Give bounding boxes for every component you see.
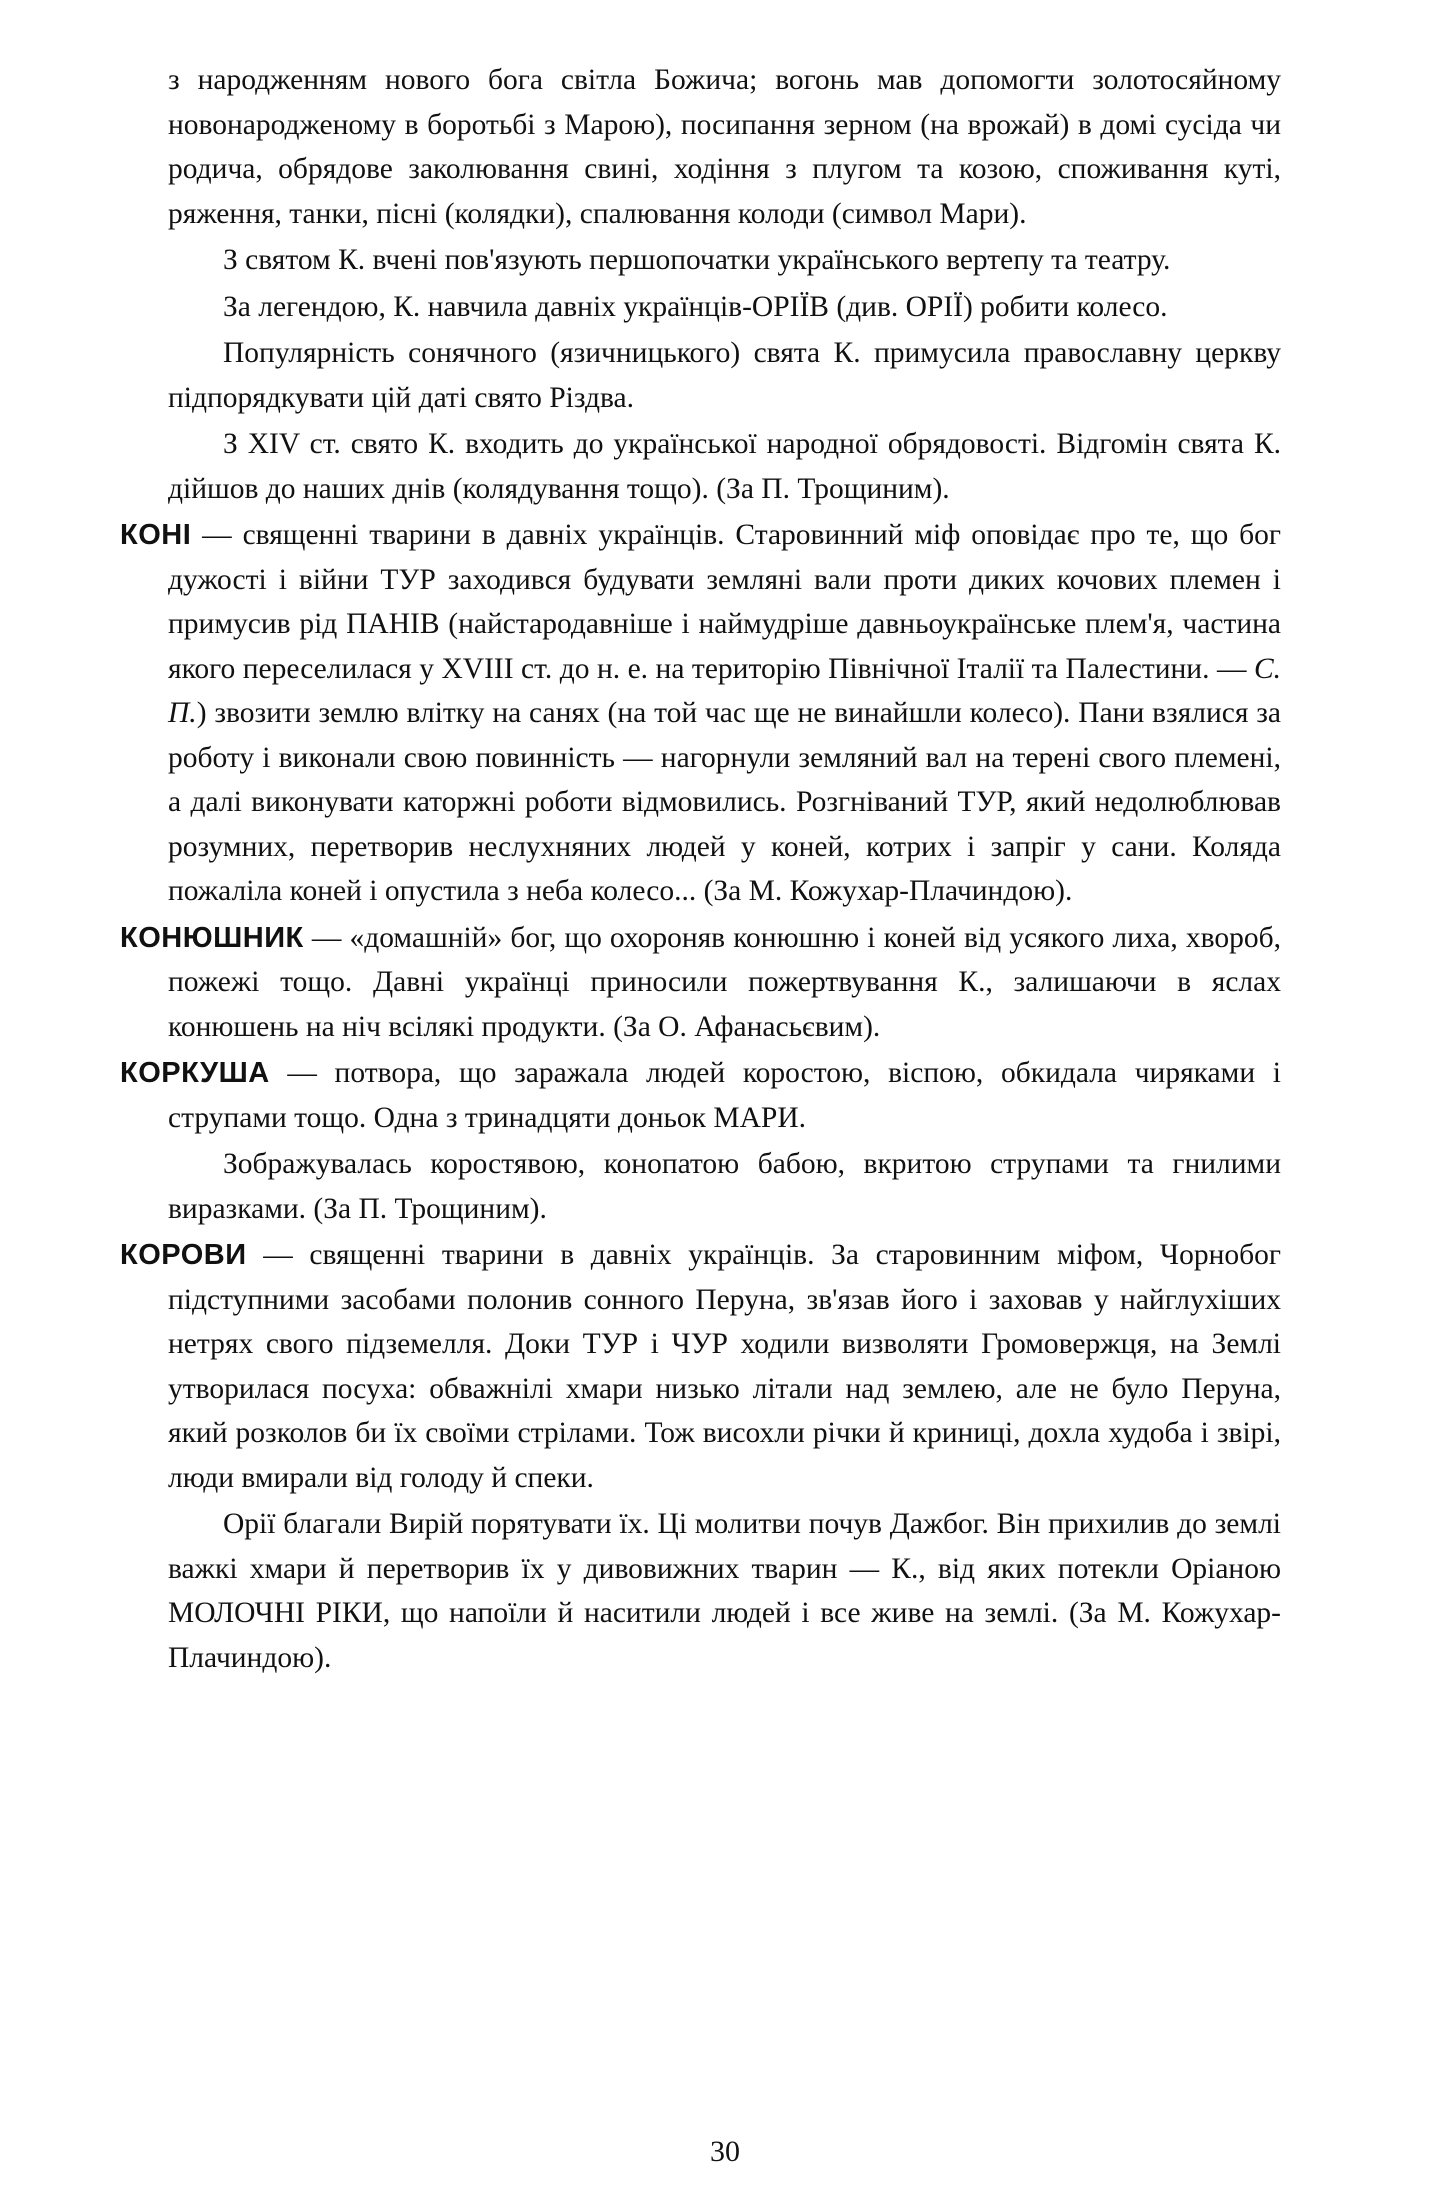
entry-abbreviation: С. П. [168,652,1281,729]
entry-headword: КОРОВИ [120,1239,247,1271]
paragraph-korovy-myth: Орії благали Вирій порятувати їх. Ці молитви почув Дажбог. Він прихилив до землі важкі хмари й перетворив їх у дивовижних тварин — К., від яких потекли Оріаною МОЛОЧНІ РІКИ, що напоїли й наситили людей і все живе на землі. (За М. Кожухар-Плачиндою). [168,1508,1281,1674]
entry-konyushnyk [120,916,1281,1050]
entry-text: — священні тварини в давніх українців. Старовинний міф оповідає про те, що бог дужості і війни ТУР заходився будувати земляні вали проти диких кочових племен і примусив рід ПАНІВ (найстародавніше і наймудріше давньоукраїнське плем'я, частина якого переселилася у XVIII ст. до н. е. на територію Північної Італії та Палестини. — [168,519,1281,685]
entry-text: — священні тварини в давніх українців. За старовинним міфом, Чорнобог підступними засобами полонив сонного Перуна, зв'язав його і заховав у найглухіших нетрях свого підземелля. Доки ТУР і ЧУР ходили визволяти Громовержця, на Землі утворилася посуха: обважнілі хмари низько літали над землею, але не було Перуна, який розколов би їх своїми стрілами. Тож висохли річки й криниці, дохла худоба і звірі, люди вмирали від голоду й спеки. [168,1239,1281,1494]
entry-korkusha [120,1051,1281,1140]
entry-text: ) звозити землю влітку на санях (на той час ще не винайшли колесо). Пани взялися за роботу і виконали свою повинність — нагорнули земляний вал на терені свого племені, а далі виконувати каторжні роботи відмовились. Розгніваний ТУР, який недолюблював розумних, перетворив неслухняних людей у коней, котрих і запріг у сани. Коляда пожаліла коней і опустила з неба колесо... (За М. Кожухар-Плачиндою). [168,697,1281,907]
entry-headword: КОНЮШНИК [120,921,304,954]
paragraph-continuation: з народженням нового бога світла Божича; вогонь мав допомогти золотосяйному новонародженому в боротьбі з Марою), посипання зерном (на врожай) в домі сусіда чи родича, обрядове заколювання свині, ходіння з плугом та козою, споживання куті, ряження, танки, пісні (колядки), спалювання колоди (символ Мари). [168,64,1281,230]
entry-korovy [120,1233,1281,1500]
entry-koni [120,513,1281,914]
paragraph-korkusha-description: Зображувалась коростявою, конопатою бабою, вкритою струпами та гнилими виразками. (За П. Трощиним). [168,1148,1281,1225]
page-number: 30 [710,2135,740,2168]
page-body [120,58,1281,1682]
paragraph-vertep: З святом К. вчені пов'язують першопочатки українського вертепу та театру. [223,244,1171,276]
paragraph-christmas: Популярність сонячного (язичницького) свята К. примусила православну церкву підпорядкувати цій даті свято Різдва. [168,337,1281,414]
entry-headword: КОНІ [120,519,192,551]
paragraph-legend-wheel: За легендою, К. навчила давніх українців-ОРІЇВ (див. ОРІЇ) робити колесо. [223,290,1168,323]
entry-text: — «домашній» бог, що охороняв конюшню і коней від усякого лиха, хвороб, пожежі тощо. Давні українці приносили пожертвування К., залишаючи в яслах конюшень на ніч всілякі продукти. (За О. Афанасьєвим). [168,921,1281,1043]
entry-headword: КОРКУША [120,1057,270,1089]
paragraph-tradition: З XIV ст. свято К. входить до української народної обрядовості. Відгомін свята К. дійшов до наших днів (колядування тощо). (За П. Трощиним). [168,428,1281,505]
entry-text: — потвора, що заражала людей коростою, віспою, обкидала чиряками і струпами тощо. Одна з тринадцяти доньок МАРИ. [168,1057,1281,1134]
